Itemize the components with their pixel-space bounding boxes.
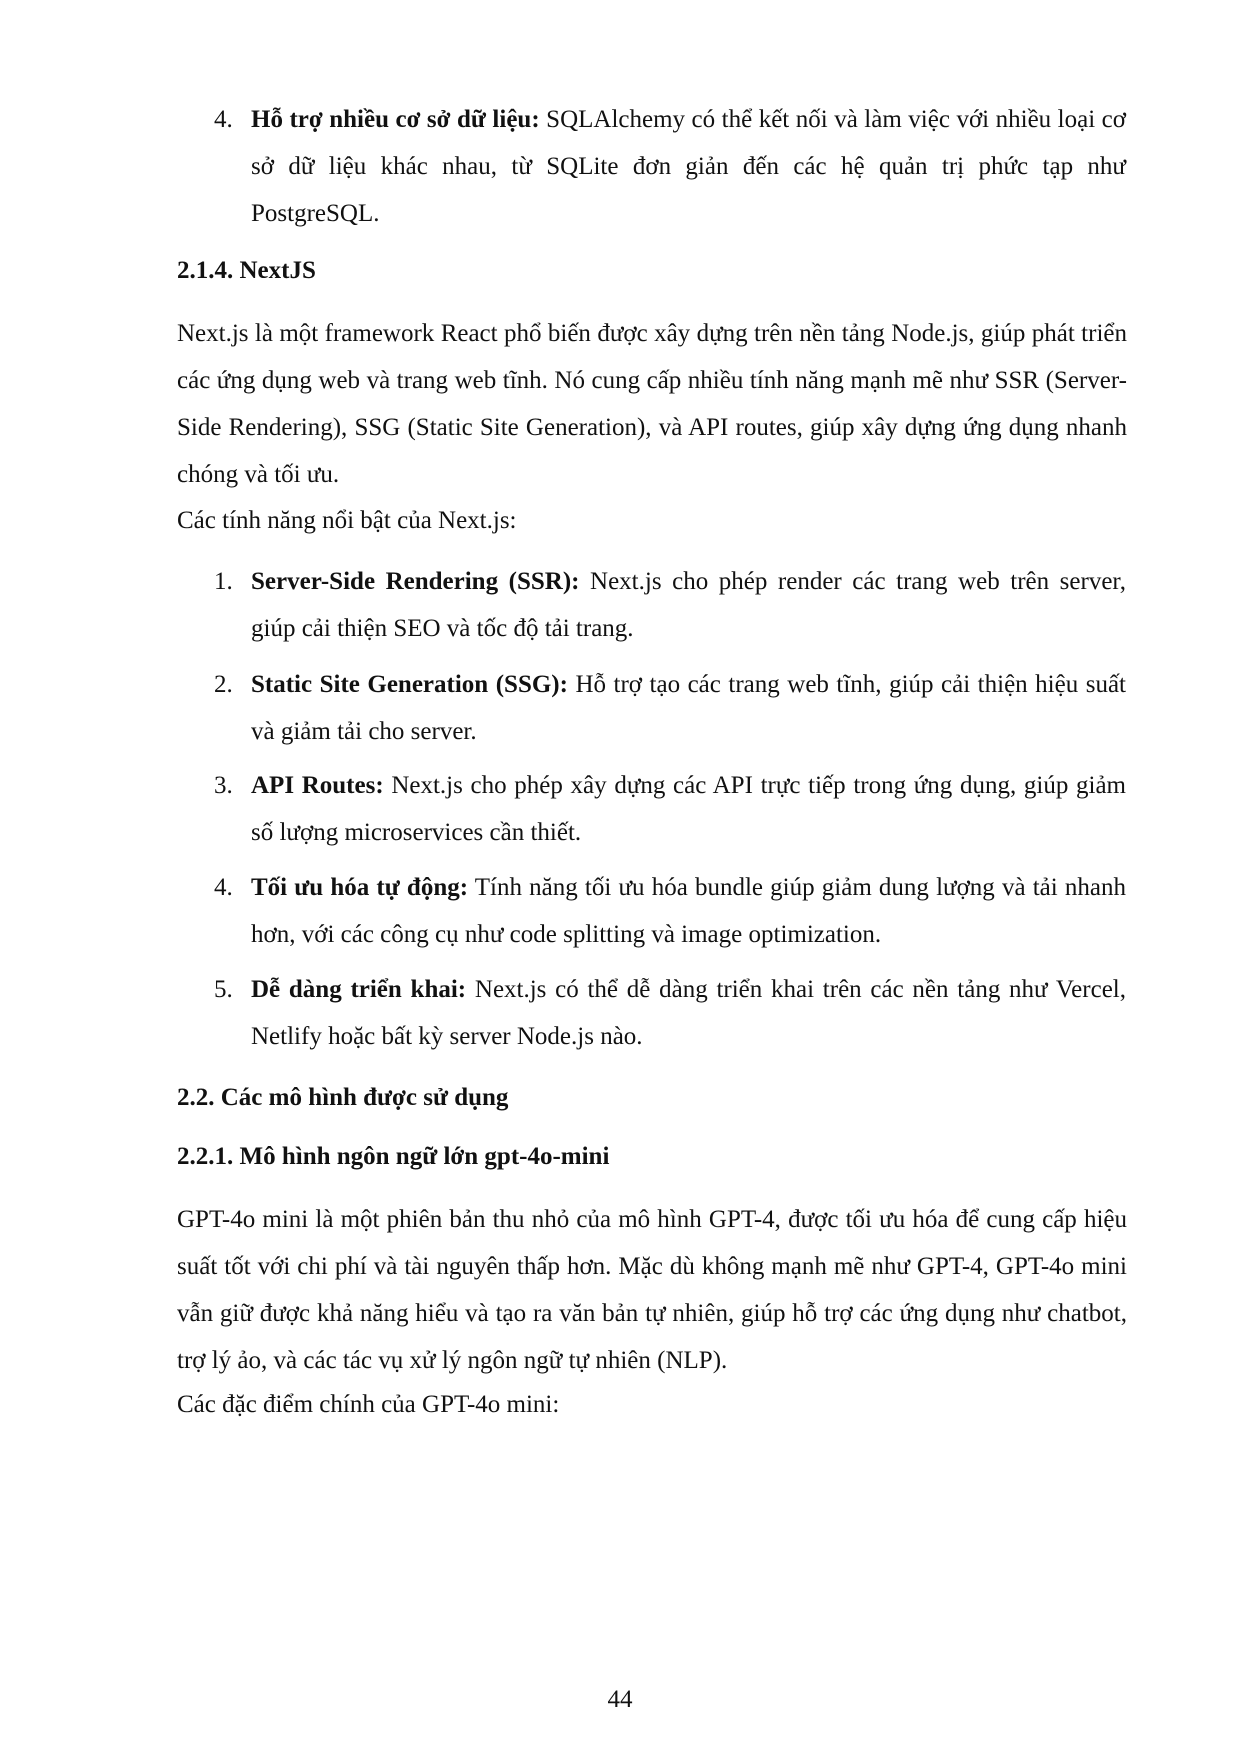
page-number: 44 (607, 1686, 633, 1713)
list-item-text: Next.js cho phép xây dựng các API trực tiếp trong ứng dụng, giúp giảm số lượng microservices cần thiết. (251, 772, 1126, 846)
list-item (214, 864, 1126, 958)
list-item (214, 661, 1126, 755)
list-item-sqlalchemy-multi-db (214, 96, 1126, 237)
list-item-term: Static Site Generation (SSG): (251, 671, 568, 698)
gpt4o-mini-features-lead: Các đặc điểm chính của GPT-4o mini: (177, 1391, 560, 1418)
list-item-term: Hỗ trợ nhiều cơ sở dữ liệu: (251, 106, 540, 133)
list-item-body (251, 966, 1126, 1060)
list-item-text: Hỗ trợ tạo các trang web tĩnh, giúp cải thiện hiệu suất và giảm tải cho server. (251, 671, 1126, 745)
list-item (214, 558, 1126, 652)
list-number: 2. (214, 671, 233, 698)
gpt4o-mini-intro-paragraph: GPT-4o mini là một phiên bản thu nhỏ của mô hình GPT-4, được tối ưu hóa để cung cấp hiệu suất tốt với chi phí và tài nguyên thấp hơn. Mặc dù không mạnh mẽ như GPT-4, GPT-4o mini vẫn giữ được khả năng hiểu và tạo ra văn bản tự nhiên, giúp hỗ trợ các ứng dụng như chatbot, trợ lý ảo, và các tác vụ xử lý ngôn ngữ tự nhiên (NLP). (177, 1206, 1127, 1374)
list-item-term: Server-Side Rendering (SSR): (251, 568, 580, 595)
list-item-text: Next.js cho phép render các trang web trên server, giúp cải thiện SEO và tốc độ tải trang. (251, 568, 1126, 642)
list-number: 4. (214, 106, 233, 133)
list-item (214, 762, 1126, 856)
list-item-term: Tối ưu hóa tự động: (251, 874, 469, 901)
list-item-body (251, 661, 1126, 755)
list-item-text: Tính năng tối ưu hóa bundle giúp giảm dung lượng và tải nhanh hơn, với các công cụ như code splitting và image optimization. (251, 874, 1126, 948)
list-item-body (251, 558, 1126, 652)
section-heading-nextjs: 2.1.4. NextJS (177, 257, 316, 284)
nextjs-features-lead: Các tính năng nổi bật của Next.js: (177, 507, 517, 534)
list-number: 3. (214, 772, 233, 799)
list-number: 4. (214, 874, 233, 901)
nextjs-intro-paragraph: Next.js là một framework React phổ biến được xây dựng trên nền tảng Node.js, giúp phát triển các ứng dụng web và trang web tĩnh. Nó cung cấp nhiều tính năng mạnh mẽ như SSR (Server-Side Rendering), SSG (Static Site Generation), và API routes, giúp xây dựng ứng dụng nhanh chóng và tối ưu. (177, 320, 1127, 488)
section-heading-gpt4o-mini: 2.2.1. Mô hình ngôn ngữ lớn gpt-4o-mini (177, 1143, 610, 1170)
list-item-body (251, 762, 1126, 856)
list-item-term: Dễ dàng triển khai: (251, 976, 467, 1003)
list-number: 5. (214, 976, 233, 1003)
list-item (214, 966, 1126, 1060)
list-item-body (251, 96, 1126, 237)
section-heading-models: 2.2. Các mô hình được sử dụng (177, 1084, 509, 1111)
list-item-body (251, 864, 1126, 958)
list-item-term: API Routes: (251, 772, 384, 799)
list-number: 1. (214, 568, 233, 595)
list-item-text: SQLAlchemy có thể kết nối và làm việc với nhiều loại cơ sở dữ liệu khác nhau, từ SQLite đơn giản đến các hệ quản trị phức tạp như PostgreSQL. (251, 106, 1126, 227)
list-item-text: Next.js có thể dễ dàng triển khai trên các nền tảng như Vercel, Netlify hoặc bất kỳ server Node.js nào. (251, 976, 1126, 1050)
